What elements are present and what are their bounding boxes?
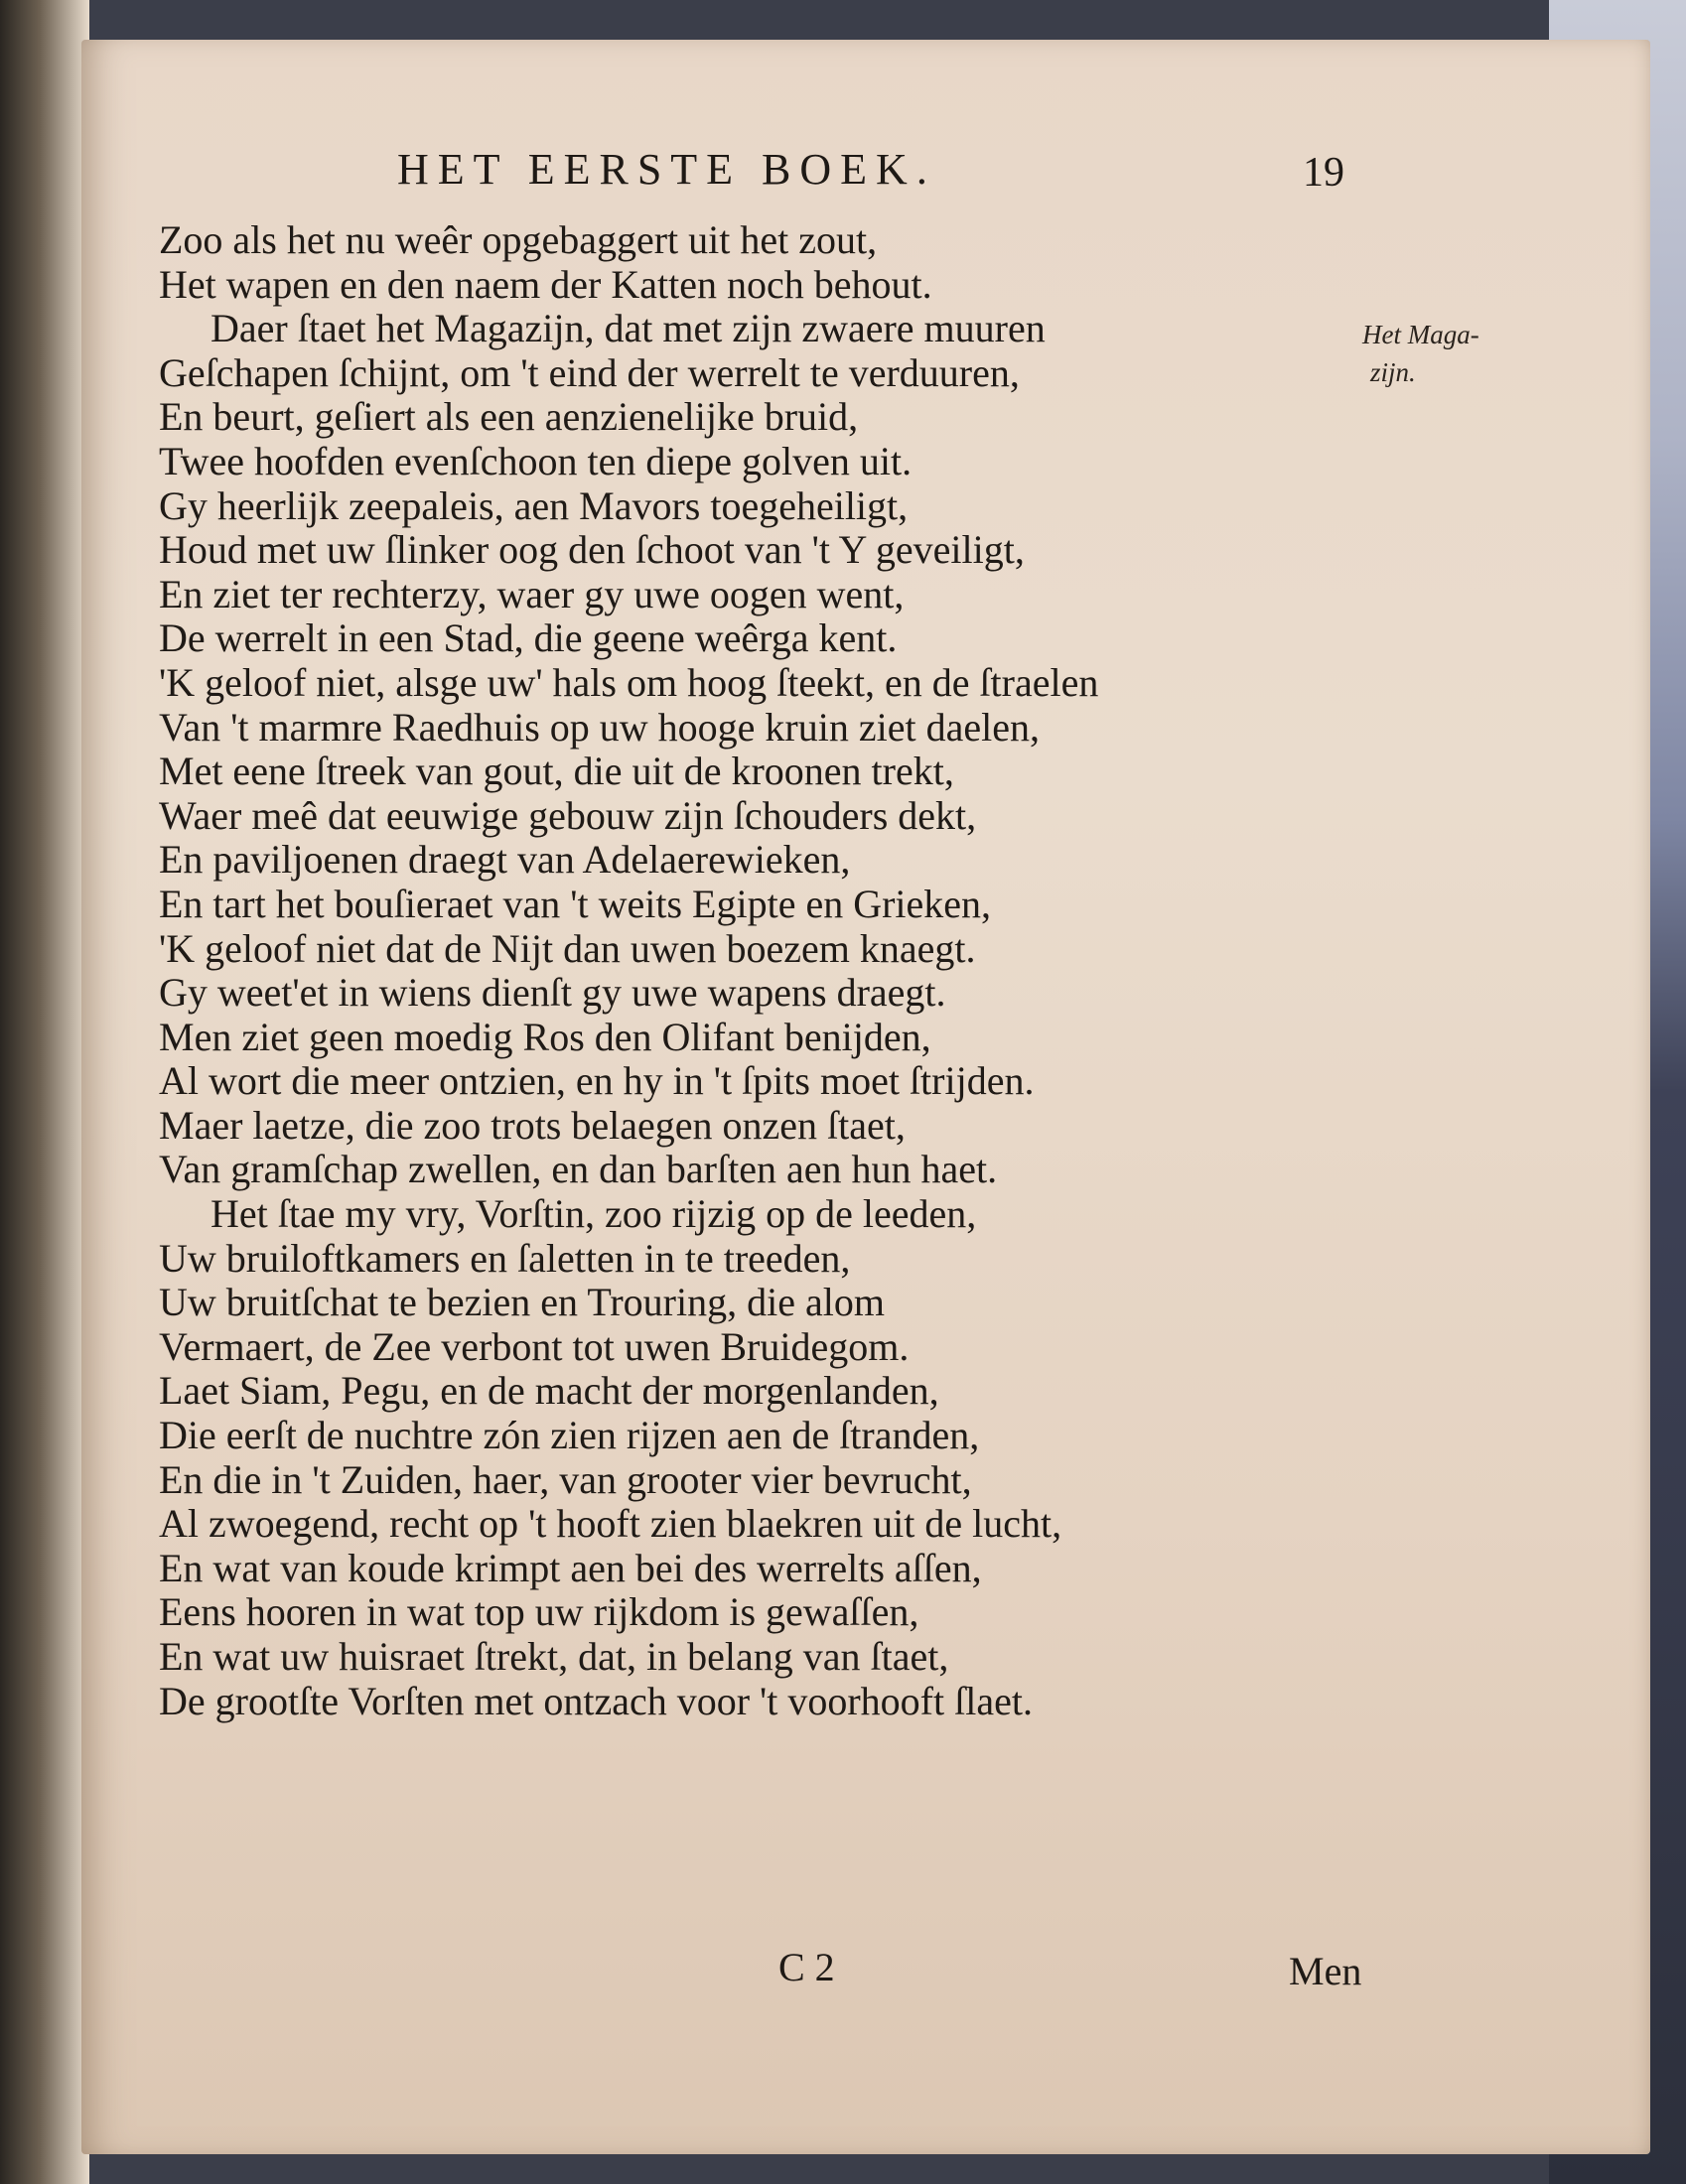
poem-line: Gy weet'et in wiens dienſt gy uwe wapens draegt. xyxy=(159,970,946,1016)
poem-line: En wat uw huisraet ſtrekt, dat, in belang van ſtaet, xyxy=(159,1634,949,1679)
poem-line: Die eerſt de nuchtre zón zien rijzen aen de ſtranden, xyxy=(159,1413,980,1458)
poem-line: Maer laetze, die zoo trots belaegen onzen ſtaet, xyxy=(159,1102,906,1148)
poem-line: En tart het bouſieraet van 't weits Egipte en Grieken, xyxy=(159,881,992,926)
signature-mark: C 2 xyxy=(778,1945,835,1989)
poem-line: Het wapen en den naem der Katten noch behout. xyxy=(159,261,932,307)
poem-line: 'K geloof niet, alsge uw' hals om hoog ſteekt, en de ſtraelen xyxy=(159,659,1099,705)
poem-line: Men ziet geen moedig Ros den Olifant benijden, xyxy=(159,1014,931,1059)
poem-line: En ziet ter rechterzy, waer gy uwe oogen went, xyxy=(159,571,905,616)
poem-line: 'K geloof niet dat de Nijt dan uwen boezem knaegt. xyxy=(159,925,976,971)
poem-line: De grootſte Vorſten met ontzach voor 't voorhooft ſlaet. xyxy=(159,1678,1033,1723)
poem-line: En beurt, geſiert als een aenzienelijke bruid, xyxy=(159,394,859,440)
running-head: HET EERSTE BOEK. xyxy=(397,145,936,194)
marginal-note-line: zijn. xyxy=(1370,357,1416,387)
poem-line: En wat van koude krimpt aen bei des werrelts aſſen, xyxy=(159,1545,982,1590)
book-gutter-left-page-edge xyxy=(0,0,89,2184)
poem-line: Gy heerlijk zeepaleis, aen Mavors toegeheiligt, xyxy=(159,482,909,528)
catchword: Men xyxy=(1289,1949,1362,1993)
poem-line: Al wort die meer ontzien, en hy in 't ſpits moet ſtrijden. xyxy=(159,1058,1035,1104)
poem-line: Daer ſtaet het Magazijn, dat met zijn zwaere muuren xyxy=(211,306,1046,351)
poem-line: Van 't marmre Raedhuis op uw hooge kruin ziet daelen, xyxy=(159,704,1040,750)
poem-line: En die in 't Zuiden, haer, van grooter vier bevrucht, xyxy=(159,1456,972,1502)
page-number: 19 xyxy=(1303,150,1344,196)
poem-line: Met eene ſtreek van gout, die uit de kroonen trekt, xyxy=(159,749,954,794)
poem-text xyxy=(159,218,1390,1723)
poem-line: Vermaert, de Zee verbont tot uwen Bruidegom. xyxy=(159,1323,910,1369)
poem-line: Al zwoegend, recht op 't hooft zien blaekren uit de lucht, xyxy=(159,1501,1062,1547)
poem-line: Waer meê dat eeuwige gebouw zijn ſchouders dekt, xyxy=(159,792,977,838)
poem-line: Twee hoofden evenſchoon ten diepe golven uit. xyxy=(159,438,913,483)
poem-line: Eens hooren in wat top uw rijkdom is gewaſſen, xyxy=(159,1589,919,1635)
poem-line: Zoo als het nu weêr opgebaggert uit het zout, xyxy=(159,217,878,262)
poem-line: Van gramſchap zwellen, en dan barſten aen hun haet. xyxy=(159,1147,998,1192)
poem-line: Geſchapen ſchijnt, om 't eind der werrelt te verduuren, xyxy=(159,349,1020,395)
poem-line: Uw bruitſchat te bezien en Trouring, die alom xyxy=(159,1280,885,1325)
poem-line: Het ſtae my vry, Vorſtin, zoo rijzig op de leeden, xyxy=(211,1191,977,1237)
poem-line: En paviljoenen draegt van Adelaerewieken, xyxy=(159,837,851,883)
poem-line: Laet Siam, Pegu, en de macht der morgenlanden, xyxy=(159,1368,939,1414)
poem-line: De werrelt in een Stad, die geene weêrga kent. xyxy=(159,615,898,661)
poem-line: Uw bruiloftkamers en ſaletten in te treeden, xyxy=(159,1235,851,1281)
marginal-note-line: Het Maga- xyxy=(1362,320,1479,349)
poem-line: Houd met uw ſlinker oog den ſchoot van 't Y geveiligt, xyxy=(159,527,1025,573)
